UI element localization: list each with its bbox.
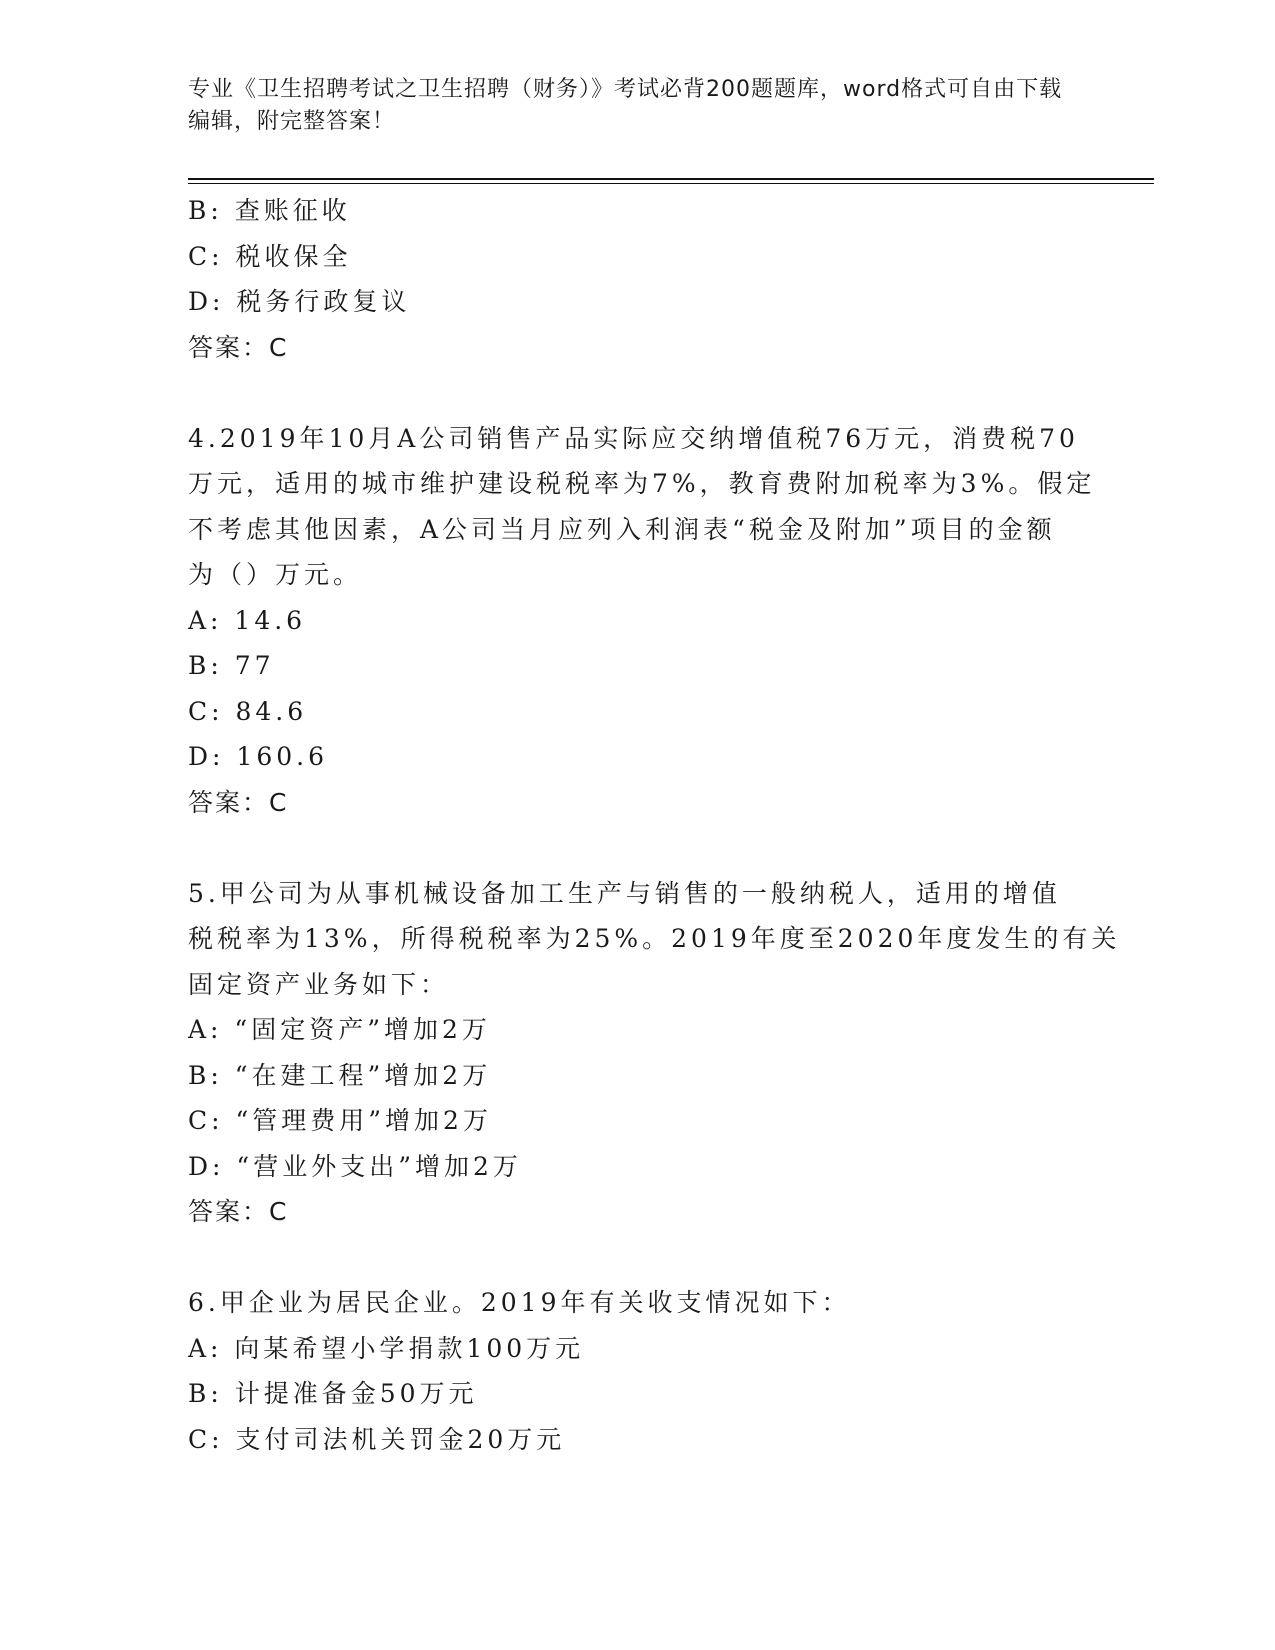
q3-option-c: C: 税收保全 [188, 241, 352, 271]
document-header: 专业《卫生招聘考试之卫生招聘（财务）》考试必背200题题库，word格式可自由下载编辑，附完整答案！ [188, 77, 1063, 134]
header-rule-thin [188, 183, 1154, 184]
q6-option-c: C: 支付司法机关罚金20万元 [188, 1424, 566, 1454]
q5-answer: 答案：C [188, 1197, 289, 1226]
q4-answer: 答案：C [188, 787, 289, 817]
q4-option-c: C: 84.6 [188, 696, 308, 726]
q6-option-a: A: 向某希望小学捐款100万元 [188, 1333, 585, 1363]
spacer [188, 1235, 1088, 1281]
header-rule-thick [188, 178, 1154, 180]
q4-option-a: A: 14.6 [188, 605, 307, 635]
q5-option-c: C: “管理费用”增加2万 [188, 1106, 492, 1135]
q5-option-d: D: “营业外支出”增加2万 [188, 1151, 522, 1181]
q6-option-b: B: 计提准备金50万元 [188, 1379, 478, 1408]
q5-option-a: A: “固定资产”增加2万 [188, 1015, 491, 1044]
q4-stem-line: 不考虑其他因素，A公司当月应列入利润表“税金及附加”项目的金额 [188, 514, 1056, 544]
q3-option-b: B: 查账征收 [188, 196, 351, 225]
q6-stem-line: 6.甲企业为居民企业。2019年有关收支情况如下： [188, 1288, 851, 1317]
q4-option-d: D: 160.6 [188, 742, 328, 771]
q3-answer: 答案：C [188, 332, 289, 362]
q4-stem-line: 万元，适用的城市维护建设税税率为7%，教育费附加税率为3%。假定 [188, 469, 1096, 498]
q4-stem-line: 为（）万元。 [188, 560, 363, 589]
q4-stem-line: 4.2019年10月A公司销售产品实际应交纳增值税76万元，消费税70 [188, 423, 1079, 453]
q3-option-d: D: 税务行政复议 [188, 287, 411, 316]
spacer [188, 825, 1088, 871]
document-body [188, 188, 1121, 1462]
spacer [188, 370, 1088, 416]
q5-option-b: B: “在建工程”增加2万 [188, 1060, 492, 1090]
q4-option-b: B: 77 [188, 651, 275, 680]
q5-stem-line: 5.甲公司为从事机械设备加工生产与销售的一般纳税人，适用的增值 [188, 878, 1061, 908]
q5-stem-line: 税税率为13%，所得税税率为25%。2019年度至2020年度发生的有关 [188, 924, 1121, 953]
q5-stem-line: 固定资产业务如下： [188, 969, 450, 999]
